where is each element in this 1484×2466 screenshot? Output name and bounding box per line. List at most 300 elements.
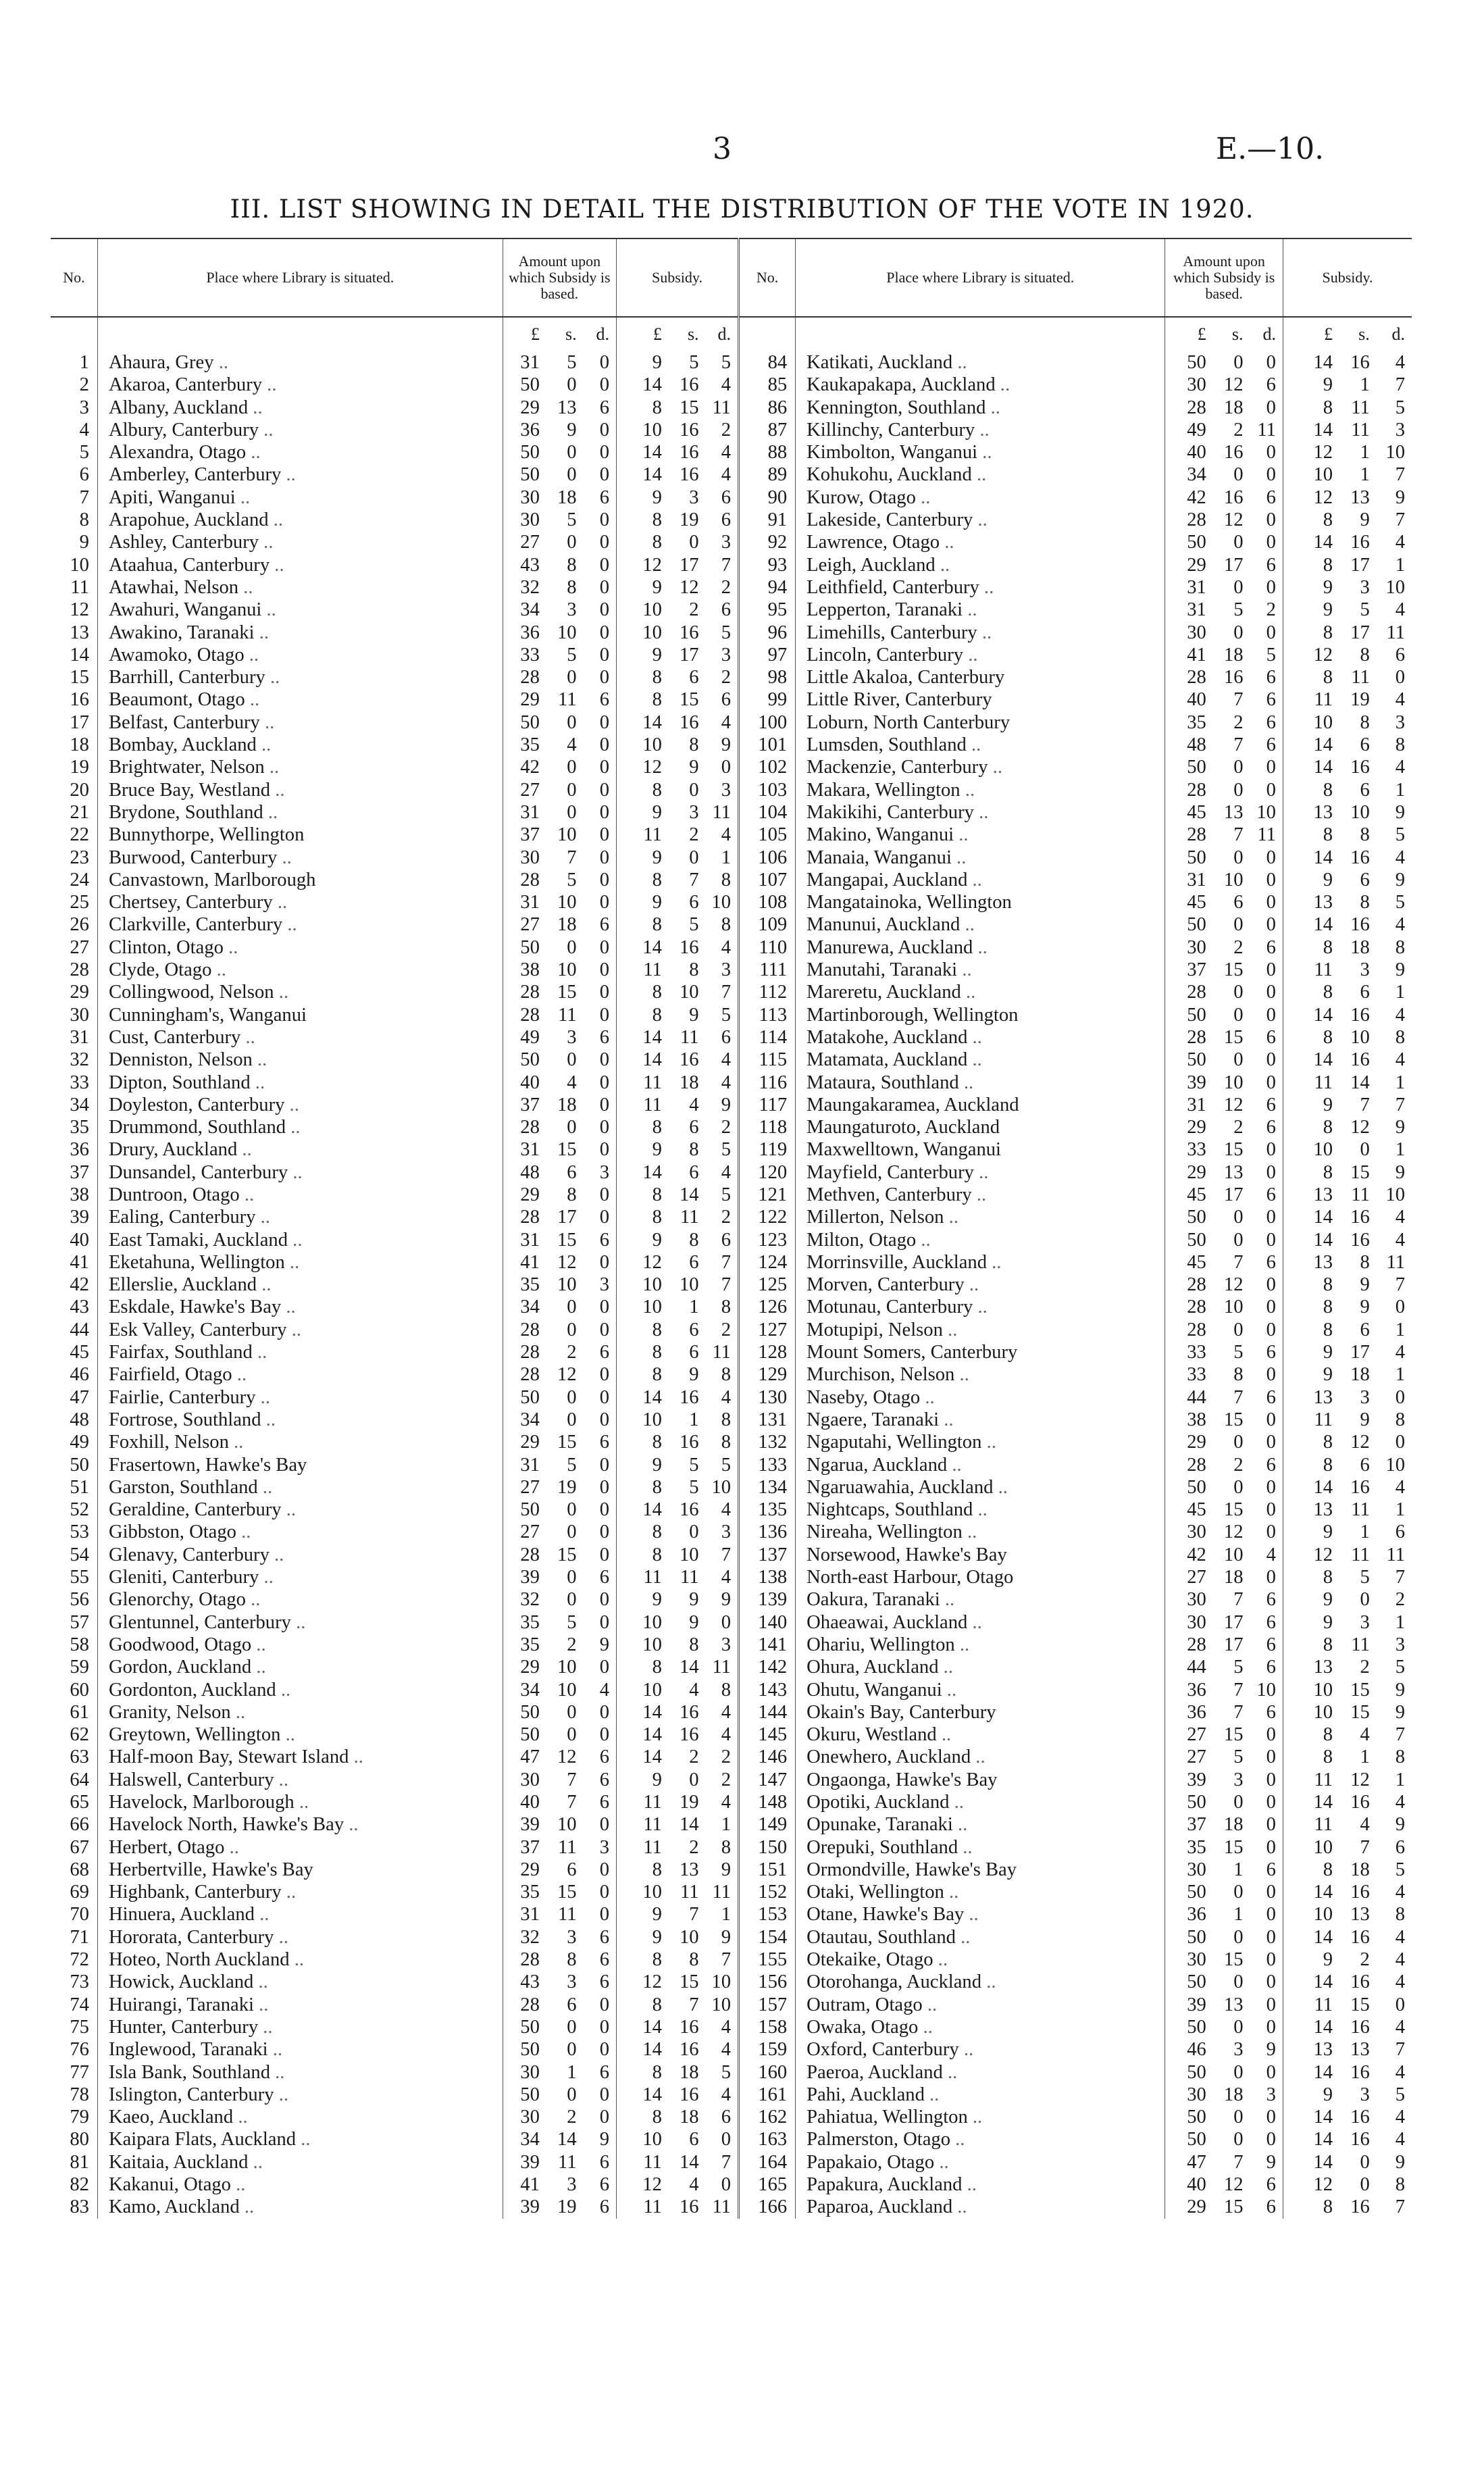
subsidy-shillings: 16 [1350,2016,1370,2038]
amount-pence: 0 [599,1094,610,1115]
leader-dots: .. [257,1342,267,1363]
library-place [796,1881,1165,1903]
subsidy-pence: 4 [721,1386,731,1408]
table-row [51,1161,1412,1184]
subsidy-shillings: 16 [1350,1926,1370,1948]
subsidy-pounds: 8 [1283,981,1333,1003]
amount-pounds: 27 [503,531,540,553]
library-place [796,486,1165,509]
row-number: 61 [70,1701,89,1723]
subsidy-shillings: 11 [680,1882,699,1903]
amount-pounds: 28 [503,666,540,688]
amount-pounds: 30 [1165,374,1206,396]
amount-pence: 6 [1266,1657,1276,1678]
leader-dots: .. [265,711,275,733]
subsidy-pence: 5 [721,2061,731,2083]
row-number: 50 [70,1454,89,1476]
subsidy-pounds: 14 [617,1161,662,1184]
subsidy-pence: 9 [1395,1679,1405,1701]
row-number: 57 [70,1611,89,1633]
place-name: Eketahuna, Wellington [108,1251,285,1273]
row-number: 23 [70,847,89,868]
place-name: Mangapai, Auckland [807,869,968,890]
subsidy-pence: 4 [721,1567,731,1588]
subsidy-shillings: 8 [689,1229,699,1251]
place-name: Ahaura, Grey [108,352,214,373]
row-number: 154 [738,1926,795,1948]
subsidy-shillings: 15 [1350,1701,1370,1723]
subsidy-pence: 5 [1395,397,1405,418]
amount-pence: 0 [599,532,610,553]
leader-dots: .. [269,757,280,778]
leader-dots: .. [943,1657,953,1678]
amount-pence: 0 [1266,442,1276,463]
subsidy-pence: 9 [721,1859,731,1880]
subsidy-shillings: 9 [689,1611,699,1633]
subsidy-pence: 4 [1395,1004,1405,1026]
subsidy-pence: 1 [1395,1072,1405,1093]
amount-shillings: 6 [567,1161,577,1183]
amount-pounds: 27 [1165,1746,1206,1768]
amount-pounds: 31 [503,351,540,374]
amount-pence: 0 [1266,1409,1276,1430]
subsidy-pounds: 9 [617,351,662,374]
row-number: 21 [70,801,89,823]
amount-pence: 0 [599,1049,610,1071]
col-header-subsidy: Subsidy. [617,238,739,317]
library-place [97,1386,503,1409]
subsidy-shillings: 19 [679,1792,699,1813]
place-name: Huirangi, Taranaki [108,1994,254,2015]
amount-pounds: 50 [503,2084,540,2106]
amount-pounds: 31 [503,1454,540,1476]
row-number: 3 [79,397,89,418]
subsidy-pounds: 14 [1283,419,1333,441]
library-place [796,1769,1165,1791]
library-place [796,1859,1165,1881]
table-row [51,936,1412,959]
library-place [97,1409,503,1431]
subsidy-shillings: 15 [679,397,699,418]
amount-pounds: 39 [503,2151,540,2173]
subsidy-pounds: 14 [1283,1476,1333,1499]
library-place [97,1859,503,1881]
library-place [796,1701,1165,1723]
place-name: Gordon, Auckland [108,1657,252,1678]
subsidy-pence: 4 [1395,2129,1405,2150]
subsidy-shillings: 6 [689,892,699,913]
subsidy-pounds: 14 [617,1723,662,1746]
leader-dots: .. [235,1701,246,1723]
subsidy-pence: 8 [1395,936,1405,958]
leader-dots: .. [286,1297,296,1318]
amount-pounds: 32 [503,576,540,599]
leader-dots: .. [971,734,981,756]
row-number: 40 [70,1229,89,1251]
subsidy-pounds: 11 [617,959,662,981]
library-place [97,554,503,576]
table-row [51,734,1412,756]
subsidy-pounds: 14 [617,2084,662,2106]
leader-dots: .. [244,1184,255,1205]
leader-dots: .. [976,1184,987,1205]
library-place [796,1454,1165,1476]
amount-pence: 0 [1266,959,1276,981]
subsidy-pence: 9 [1395,1161,1405,1183]
amount-pounds: 50 [1165,756,1206,778]
amount-pence: 0 [599,644,610,665]
library-place [97,1544,503,1566]
subsidy-pounds: 11 [1283,1769,1333,1791]
row-number: 126 [738,1296,795,1318]
amount-pence: 0 [1266,622,1276,643]
leader-dots: .. [240,486,251,508]
library-place [97,913,503,936]
subsidy-shillings: 3 [1360,1386,1370,1408]
place-name: Glenorchy, Otago [108,1589,246,1611]
subsidy-shillings: 6 [689,2129,699,2150]
subsidy-pounds: 14 [1283,1881,1333,1903]
subsidy-pence: 9 [721,1589,731,1611]
place-name: Ataahua, Canterbury [108,554,270,576]
place-name: Havelock, Marlborough [108,1792,295,1813]
amount-shillings: 0 [567,936,577,958]
amount-shillings: 10 [557,622,577,643]
leader-dots: .. [251,442,261,463]
table-row [51,1521,1412,1543]
place-name: Motupipi, Nelson [807,1319,943,1340]
row-number: 51 [70,1476,89,1498]
table-row [51,2151,1412,2173]
place-name: Glentunnel, Canterbury [108,1611,291,1633]
table-row [51,1094,1412,1116]
document-reference: E.—10. [1216,132,1325,166]
amount-shillings: 0 [1233,622,1244,643]
table-row [51,756,1412,778]
table-row [51,2106,1412,2128]
place-name: Maungakaramea, Auckland [807,1094,1019,1115]
amount-pence: 6 [1266,936,1276,958]
subsidy-shillings: 5 [1360,599,1370,621]
subsidy-pence: 11 [1386,1544,1405,1565]
row-number: 30 [70,1004,89,1026]
row-number: 163 [738,2128,795,2150]
leader-dots: .. [270,667,280,688]
row-number: 109 [738,913,795,936]
subsidy-shillings: 11 [1351,397,1370,418]
amount-pence: 0 [599,622,610,643]
subsidy-pounds: 9 [1283,1611,1333,1634]
subsidy-pounds: 12 [1283,441,1333,463]
row-number: 78 [70,2084,89,2105]
amount-pounds: 33 [1165,1363,1206,1386]
subsidy-pounds: 12 [617,756,662,778]
amount-shillings: 0 [567,667,577,688]
amount-pounds: 50 [503,374,540,396]
subsidy-shillings: 0 [1360,1589,1370,1611]
amount-shillings: 16 [1223,667,1244,688]
subsidy-pounds: 8 [1283,554,1333,576]
subsidy-pounds: 14 [617,374,662,396]
subsidy-pence: 6 [721,599,731,621]
place-name: Ealing, Canterbury [108,1207,256,1228]
library-place [796,847,1165,869]
amount-pence: 6 [599,914,610,936]
subsidy-shillings: 9 [1360,1274,1370,1296]
amount-pence: 6 [599,2174,610,2196]
amount-shillings: 5 [567,1611,577,1633]
amount-pounds: 31 [1165,1094,1206,1116]
amount-pounds: 35 [503,734,540,756]
place-name: Makikihi, Canterbury [807,801,974,823]
amount-pence: 6 [599,1769,610,1790]
row-number: 17 [70,711,89,733]
row-number: 155 [738,1948,795,1971]
amount-pounds: 43 [503,1971,540,1993]
library-place [796,891,1165,913]
amount-pounds: 45 [1165,891,1206,913]
subsidy-pounds: 12 [1283,1544,1333,1566]
library-place [97,486,503,509]
amount-pounds: 28 [1165,981,1206,1003]
subsidy-shillings: 1 [1360,442,1370,463]
row-number: 148 [738,1791,795,1813]
library-place [97,2084,503,2106]
amount-pounds: 28 [1165,1026,1206,1049]
table-row [51,1363,1412,1386]
amount-pounds: 39 [503,2196,540,2218]
leader-dots: .. [965,982,976,1003]
subsidy-shillings: 8 [689,1634,699,1655]
place-name: Collingwood, Nelson [108,982,274,1003]
row-number: 103 [738,779,795,801]
row-number: 48 [70,1409,89,1430]
amount-shillings: 15 [1223,1139,1244,1161]
subsidy-pence: 8 [1395,1409,1405,1430]
subsidy-shillings: 1 [1360,1521,1370,1543]
amount-pounds: 31 [1165,576,1206,599]
row-number: 112 [738,981,795,1003]
amount-shillings: 15 [557,982,577,1003]
row-number: 122 [738,1206,795,1228]
amount-shillings: 3 [567,1026,577,1048]
amount-pence: 0 [1266,1746,1276,1768]
place-name: Fairlie, Canterbury [108,1386,256,1408]
subsidy-pounds: 8 [617,397,662,419]
library-place [796,622,1165,644]
amount-shillings: 3 [567,1971,577,1993]
subsidy-pounds: 11 [617,1813,662,1836]
place-name: Loburn, North Canterbury [807,711,1010,733]
library-place [796,599,1165,621]
amount-pence: 0 [1266,1004,1276,1026]
amount-shillings: 17 [1223,1634,1244,1655]
place-name: Cunningham's, Wanganui [108,1004,307,1026]
leader-dots: .. [251,1589,261,1611]
subsidy-pence: 9 [1395,1701,1405,1723]
library-place [796,2061,1165,2084]
amount-pounds: 33 [1165,1341,1206,1363]
subsidy-pence: 6 [721,1229,731,1251]
library-place [796,959,1165,981]
subsidy-pounds: 14 [617,1386,662,1409]
subsidy-pounds: 8 [1283,397,1333,419]
amount-shillings: 18 [1223,1567,1244,1588]
table-row [51,419,1412,441]
row-number: 118 [738,1116,795,1138]
subsidy-shillings: 16 [679,1499,699,1521]
row-number: 86 [738,397,795,419]
subsidy-shillings: 8 [689,1139,699,1161]
subsidy-pence: 11 [712,801,731,823]
subsidy-pence: 1 [1395,1364,1405,1386]
leader-dots: .. [253,2151,263,2173]
table-row [51,599,1412,621]
table-row [51,441,1412,463]
leader-dots: .. [244,2196,255,2218]
amount-pence: 6 [1266,1454,1276,1476]
amount-pence: 0 [1266,2061,1276,2083]
table-row [51,1138,1412,1161]
subsidy-shillings: 4 [1360,1814,1370,1836]
place-name: Garston, Southland [108,1476,258,1498]
row-number: 135 [738,1499,795,1521]
subsidy-shillings: 13 [679,1859,699,1880]
subsidy-pounds: 8 [1283,1634,1333,1656]
subsidy-pounds: 9 [1283,2084,1333,2106]
amount-shillings: 18 [557,1094,577,1115]
library-place [796,1386,1165,1409]
subsidy-shillings: 5 [689,1454,699,1476]
place-name: Murchison, Nelson [807,1364,955,1386]
table-row [51,1319,1412,1341]
library-place [97,2151,503,2173]
row-number: 33 [70,1072,89,1093]
subsidy-shillings: 16 [1350,1004,1370,1026]
amount-shillings: 0 [567,2016,577,2038]
table-row [51,2084,1412,2106]
subsidy-pounds: 10 [617,1274,662,1296]
amount-shillings: 5 [1233,1657,1244,1678]
subsidy-pence: 4 [721,1072,731,1093]
library-place [97,1881,503,1903]
amount-pounds: 50 [1165,1971,1206,1993]
row-number: 157 [738,1994,795,2016]
library-place [97,1476,503,1499]
leader-dots: .. [921,486,931,508]
amount-pence: 6 [599,2061,610,2083]
subsidy-pence: 1 [721,1814,731,1836]
subsidy-shillings: 9 [1360,1409,1370,1430]
row-number: 96 [738,622,795,644]
amount-pence: 0 [599,1004,610,1026]
subsidy-shillings: 18 [679,1072,699,1093]
amount-pounds: 50 [1165,913,1206,936]
subsidy-pence: 7 [721,982,731,1003]
amount-shillings: 0 [1233,1319,1244,1340]
row-number: 81 [70,2151,89,2173]
subsidy-pence: 4 [1395,2061,1405,2083]
amount-pounds: 30 [503,2106,540,2128]
subsidy-pence: 4 [721,464,731,486]
subsidy-pounds: 11 [617,1094,662,1116]
amount-pence: 0 [599,1319,610,1340]
subsidy-shillings: 14 [679,1814,699,1836]
amount-shillings: 7 [1233,1679,1244,1701]
row-number: 14 [70,644,89,665]
amount-pounds: 40 [503,1072,540,1094]
library-place [796,1094,1165,1116]
subsidy-shillings: 18 [679,2061,699,2083]
leader-dots: .. [946,1679,957,1701]
place-name: Foxhill, Nelson [108,1432,229,1453]
subsidy-pounds: 11 [1283,1409,1333,1431]
subsidy-pounds: 12 [617,1971,662,1993]
leader-dots: .. [263,532,274,553]
library-place [796,2151,1165,2173]
row-number: 19 [70,757,89,778]
unit-pound: £ [1165,317,1206,351]
place-name: Ngaruawahia, Auckland [807,1476,994,1498]
place-name: Kaukapakapa, Auckland [807,374,996,396]
amount-shillings: 5 [567,869,577,890]
leader-dots: .. [955,2129,965,2150]
row-number: 108 [738,891,795,913]
col-header-place-2: Place where Library is situated. [796,238,1165,317]
amount-shillings: 8 [567,576,577,598]
amount-shillings: 12 [1223,1521,1244,1543]
subsidy-pence: 1 [1395,1499,1405,1521]
subsidy-shillings: 15 [1350,1161,1370,1183]
amount-pence: 6 [1266,486,1276,508]
leader-dots: .. [972,1611,982,1633]
amount-shillings: 4 [567,1072,577,1093]
row-number: 76 [70,2039,89,2061]
place-name: Otane, Hawke's Bay [807,1904,965,1926]
table-row [51,1184,1412,1206]
library-place [796,756,1165,778]
amount-pounds: 39 [1165,1769,1206,1791]
subsidy-shillings: 6 [1360,734,1370,756]
row-number: 13 [70,622,89,643]
place-name: Morven, Canterbury [807,1274,965,1296]
library-place [796,1296,1165,1318]
place-name: Ashley, Canterbury [108,532,259,553]
amount-shillings: 13 [557,397,577,418]
amount-pounds: 41 [503,2173,540,2196]
table-row [51,1206,1412,1228]
table-row [51,1634,1412,1656]
library-place [796,1588,1165,1611]
library-place [796,1926,1165,1948]
subsidy-pounds: 8 [617,1859,662,1881]
subsidy-pence: 3 [721,532,731,553]
amount-pence: 0 [1266,1364,1276,1386]
amount-shillings: 12 [1223,1094,1244,1115]
amount-pence: 3 [1266,2084,1276,2105]
amount-shillings: 0 [567,1567,577,1588]
leader-dots: .. [255,1072,265,1093]
place-name: Manutahi, Taranaki [807,959,958,981]
unit-pound: £ [503,317,540,351]
library-place [97,1656,503,1678]
library-place [97,1431,503,1453]
library-place [97,688,503,711]
row-number: 97 [738,644,795,666]
subsidy-pounds: 14 [1283,2016,1333,2038]
table-row [51,1229,1412,1251]
table-row [51,1746,1412,1768]
